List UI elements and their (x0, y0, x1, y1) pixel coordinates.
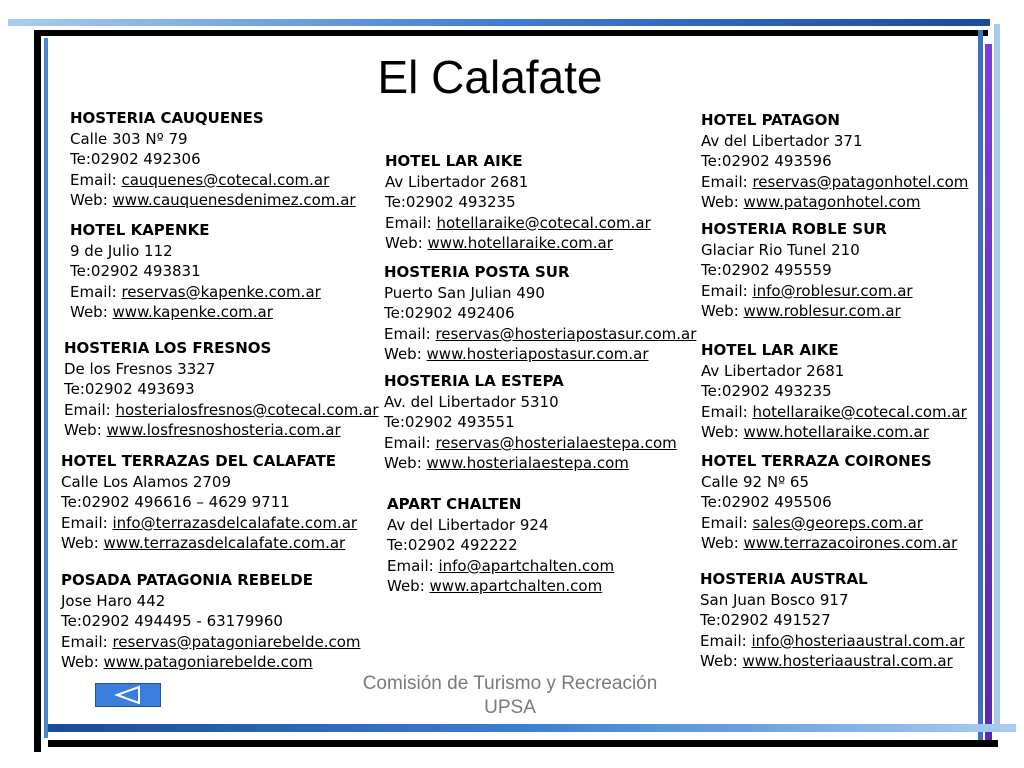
hotel-address: 9 de Julio 112 (70, 241, 173, 260)
web-link[interactable]: www.hotellaraike.com.ar (743, 423, 929, 442)
web-label: Web: (700, 652, 743, 671)
email-link[interactable]: reservas@kapenke.com.ar (121, 282, 321, 301)
web-label: Web: (384, 454, 427, 473)
email-label: Email: (701, 402, 753, 421)
hotel-entry (701, 340, 967, 443)
frame-top-blue-bar (8, 19, 990, 26)
hotel-name: HOSTERIA ROBLE SUR (701, 220, 887, 238)
web-label: Web: (70, 303, 113, 322)
web-link[interactable]: www.terrazacoirones.com.ar (743, 534, 958, 553)
hotel-address: Jose Haro 442 (61, 591, 166, 610)
email-label: Email: (70, 170, 122, 189)
hotel-address: Calle 303 Nº 79 (70, 129, 188, 148)
hotel-name: HOTEL TERRAZAS DEL CALAFATE (61, 452, 336, 470)
hotel-phone: Te:02902 492306 (70, 150, 201, 169)
frame-right-purple-bar (985, 44, 992, 744)
hotel-entry (701, 219, 913, 322)
hotel-name: HOTEL PATAGON (701, 111, 840, 129)
frame-left-black-bar (34, 30, 41, 752)
hotel-name: HOTEL TERRAZA COIRONES (701, 452, 932, 470)
hotel-address: Av Libertador 2681 (385, 172, 529, 191)
web-link[interactable]: www.terrazasdelcalafate.com.ar (103, 534, 346, 553)
frame-bottom-blue-bar (48, 724, 1016, 732)
email-label: Email: (385, 213, 437, 232)
hotel-name: HOTEL KAPENKE (70, 221, 210, 239)
hotel-entry (384, 262, 696, 365)
hotel-entry (70, 108, 356, 211)
web-label: Web: (70, 191, 113, 210)
web-link[interactable]: www.kapenke.com.ar (112, 303, 273, 322)
hotel-name: HOTEL LAR AIKE (701, 341, 839, 359)
frame-bottom-black-bar (48, 740, 998, 747)
hotel-entry (387, 494, 614, 597)
web-label: Web: (385, 234, 428, 253)
web-link[interactable]: www.roblesur.com.ar (743, 302, 901, 321)
web-link[interactable]: www.hosteriapostasur.com.ar (426, 345, 649, 364)
hotel-entry (385, 151, 651, 254)
hotel-phone: Te:02902 496616 – 4629 9711 (61, 493, 290, 512)
hotel-address: Calle Los Alamos 2709 (61, 472, 232, 491)
hotel-address: Av. del Libertador 5310 (384, 392, 559, 411)
email-label: Email: (701, 281, 753, 300)
hotel-entry (701, 451, 957, 554)
email-link[interactable]: cauquenes@cotecal.com.ar (121, 170, 330, 189)
hotel-entry (701, 110, 968, 213)
email-link[interactable]: info@apartchalten.com (438, 556, 615, 575)
hotel-name: APART CHALTEN (387, 495, 522, 513)
hotel-name: HOSTERIA AUSTRAL (700, 570, 868, 588)
hotel-address: Glaciar Rio Tunel 210 (701, 240, 860, 259)
hotel-phone: Te:02902 492406 (384, 304, 515, 323)
hotel-name: POSADA PATAGONIA REBELDE (61, 571, 313, 589)
email-label: Email: (70, 282, 122, 301)
footer-university: UPSA (484, 697, 536, 718)
frame-top-black-bar (34, 30, 988, 36)
hotel-address: San Juan Bosco 917 (700, 590, 849, 609)
email-link[interactable]: hosterialosfresnos@cotecal.com.ar (115, 400, 379, 419)
web-label: Web: (61, 534, 104, 553)
hotel-phone: Te:02902 495559 (701, 261, 832, 280)
hotel-address: Calle 92 Nº 65 (701, 472, 809, 491)
hotel-entry (700, 569, 965, 672)
hotel-phone: Te:02902 494495 - 63179960 (61, 612, 283, 631)
email-label: Email: (700, 631, 752, 650)
hotel-phone: Te:02902 493596 (701, 152, 832, 171)
footer-organization: Comisión de Turismo y Recreación (362, 673, 658, 694)
email-label: Email: (64, 400, 116, 419)
email-label: Email: (61, 513, 113, 532)
email-link[interactable]: info@terrazasdelcalafate.com.ar (112, 513, 358, 532)
hotel-entry (70, 220, 321, 323)
hotel-phone: Te:02902 493235 (385, 193, 516, 212)
hotel-phone: Te:02902 491527 (700, 611, 831, 630)
hotel-address: Av Libertador 2681 (701, 361, 845, 380)
web-link[interactable]: www.hosterialaestepa.com (426, 454, 629, 473)
hotel-entry (61, 570, 361, 673)
hotel-entry (64, 338, 378, 441)
web-link[interactable]: www.apartchalten.com (429, 577, 603, 596)
hotel-name: HOSTERIA POSTA SUR (384, 263, 570, 281)
web-label: Web: (64, 421, 107, 440)
hotel-address: Puerto San Julian 490 (384, 283, 545, 302)
back-button[interactable] (95, 683, 161, 707)
footer (340, 672, 680, 720)
hotel-address: De los Fresnos 3327 (64, 359, 216, 378)
email-link[interactable]: sales@georeps.com.ar (752, 513, 923, 532)
hotel-entry (61, 451, 357, 554)
email-label: Email: (701, 172, 753, 191)
web-label: Web: (701, 193, 744, 212)
hotel-phone: Te:02902 493551 (384, 413, 515, 432)
web-label: Web: (701, 423, 744, 442)
frame-left-blue-bar (44, 38, 48, 738)
email-label: Email: (384, 324, 436, 343)
email-link[interactable]: info@roblesur.com.ar (752, 281, 913, 300)
hotel-phone: Te:02902 493831 (70, 262, 201, 281)
email-label: Email: (384, 433, 436, 452)
frame-right-light-bar (994, 24, 1000, 724)
email-link[interactable]: info@hosteriaaustral.com.ar (751, 631, 965, 650)
hotel-entry (384, 371, 677, 474)
page-title: El Calafate (377, 51, 603, 103)
hotel-phone: Te:02902 493693 (64, 380, 195, 399)
hotel-name: HOSTERIA LA ESTEPA (384, 372, 564, 390)
web-link[interactable]: www.hotellaraike.com.ar (427, 234, 613, 253)
frame-right-blue-bar (978, 30, 983, 744)
email-link[interactable]: reservas@hosterialaestepa.com (435, 433, 677, 452)
hotel-name: HOSTERIA CAUQUENES (70, 109, 264, 127)
email-link[interactable]: reservas@hosteriapostasur.com.ar (435, 324, 697, 343)
hotel-phone: Te:02902 492222 (387, 536, 518, 555)
email-link[interactable]: hotellaraike@cotecal.com.ar (752, 402, 967, 421)
web-link[interactable]: www.cauquenesdenimez.com.ar (112, 191, 356, 210)
email-link[interactable]: reservas@patagonhotel.com (752, 172, 969, 191)
web-link[interactable]: www.patagonhotel.com (743, 193, 921, 212)
hotel-address: Av del Libertador 924 (387, 515, 549, 534)
web-label: Web: (701, 302, 744, 321)
web-link[interactable]: www.hosteriaaustral.com.ar (742, 652, 953, 671)
email-label: Email: (61, 632, 113, 651)
email-link[interactable]: reservas@patagoniarebelde.com (112, 632, 361, 651)
hotel-phone: Te:02902 495506 (701, 493, 832, 512)
web-label: Web: (701, 534, 744, 553)
email-label: Email: (701, 513, 753, 532)
email-link[interactable]: hotellaraike@cotecal.com.ar (436, 213, 651, 232)
triangle-left-icon (96, 684, 160, 706)
web-label: Web: (387, 577, 430, 596)
hotel-name: HOSTERIA LOS FRESNOS (64, 339, 272, 357)
hotel-name: HOTEL LAR AIKE (385, 152, 523, 170)
web-label: Web: (384, 345, 427, 364)
web-link[interactable]: www.patagoniarebelde.com (103, 653, 313, 672)
hotel-phone: Te:02902 493235 (701, 382, 832, 401)
email-label: Email: (387, 556, 439, 575)
web-label: Web: (61, 653, 104, 672)
web-link[interactable]: www.losfresnoshosteria.com.ar (106, 421, 341, 440)
hotel-address: Av del Libertador 371 (701, 131, 863, 150)
